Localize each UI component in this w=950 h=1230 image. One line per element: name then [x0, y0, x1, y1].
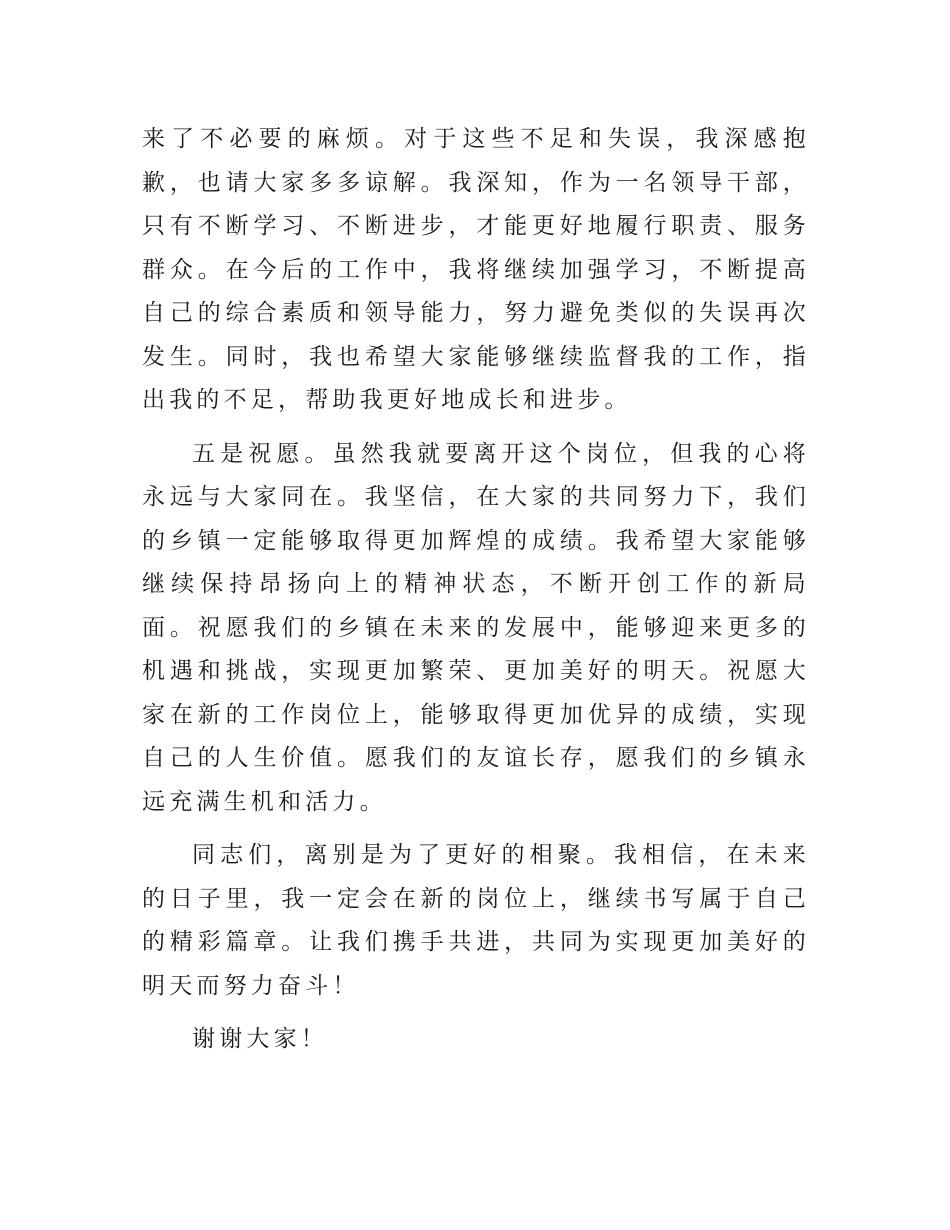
paragraph-thanks: 谢谢大家！ [192, 1026, 328, 1052]
paragraph-farewell: 同志们，离别是为了更好的相聚。我相信，在未来的日子里，我一定会在新的岗位上，继续书写属于自己的精彩篇章。让我们携手共进，共同为实现更加美好的明天而努力奋斗！ [142, 842, 810, 999]
paragraph-wishes: 五是祝愿。虽然我就要离开这个岗位，但我的心将永远与大家同在。我坚信，在大家的共同努力下，我们的乡镇一定能够取得更加辉煌的成绩。我希望大家能够继续保持昂扬向上的精神状态，不断开创工作的新局面。祝愿我们的乡镇在未来的发展中，能够迎来更多的机遇和挑战，实现更加繁荣、更加美好的明天。祝愿大家在新的工作岗位上，能够取得更加优异的成绩，实现自己的人生价值。愿我们的友谊长存，愿我们的乡镇永远充满生机和活力。 [142, 440, 810, 815]
paragraph-continuation: 来了不必要的麻烦。对于这些不足和失误，我深感抱歉，也请大家多多谅解。我深知，作为一名领导干部，只有不断学习、不断进步，才能更好地履行职责、服务群众。在今后的工作中，我将继续加强学习，不断提高自己的综合素质和领导能力，努力避免类似的失误再次发生。同时，我也希望大家能够继续监督我的工作，指出我的不足，帮助我更好地成长和进步。 [142, 126, 810, 413]
document-body [142, 118, 810, 1072]
